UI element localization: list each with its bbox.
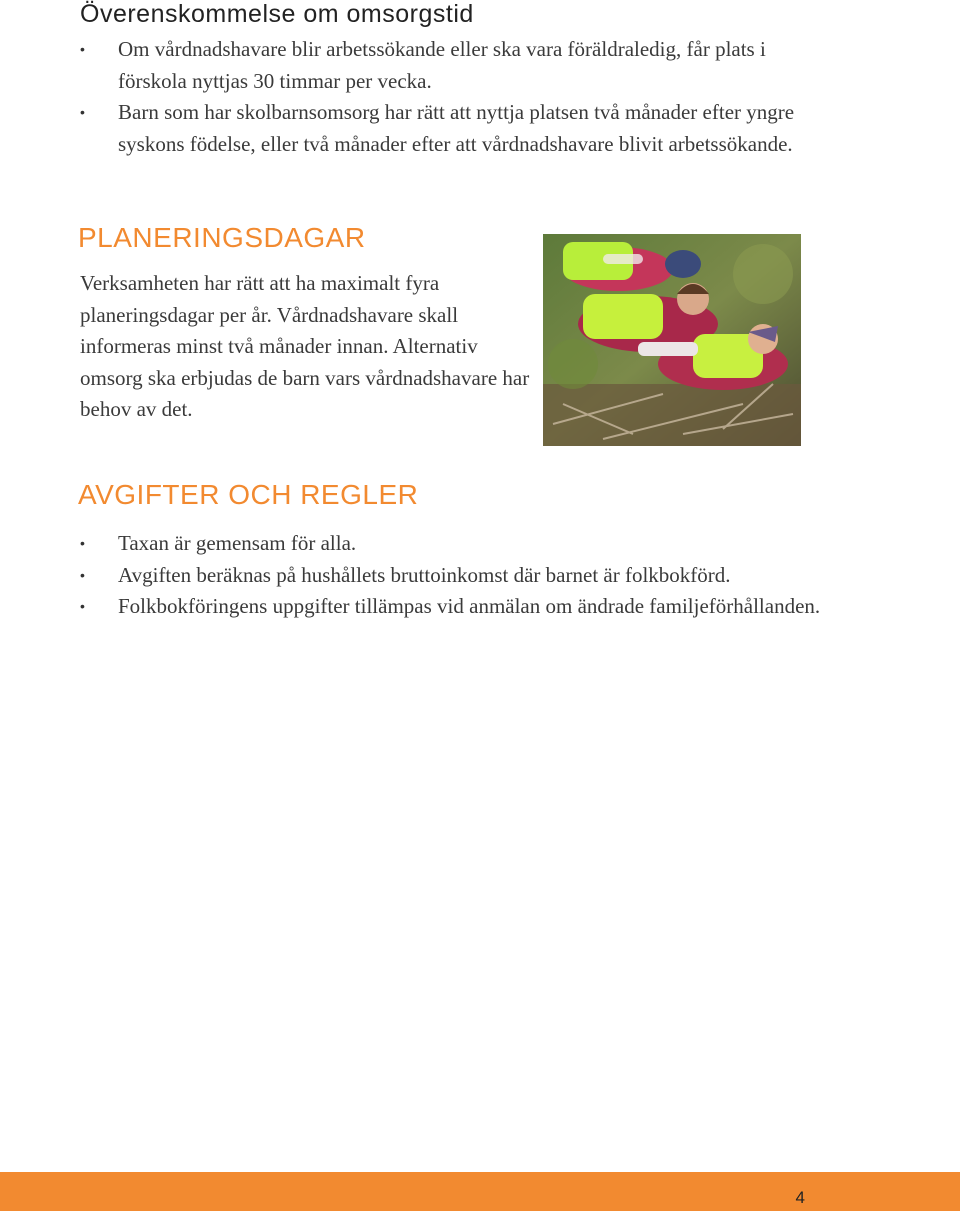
- fees-heading: AVGIFTER OCH REGLER: [78, 479, 419, 510]
- list-item: • Om vårdnadshavare blir arbetssökande eller ska vara föräldraledig, får plats i förskola nyttjas 30 timmar per vecka.: [80, 34, 820, 97]
- planning-paragraph: Verksamheten har rätt att ha maximalt fyra planeringsdagar per år. Vårdnadshavare skall informeras minst två månader innan. Alternativ omsorg ska erbjudas de barn vars vårdnadshavare har behov av det.: [80, 271, 530, 421]
- list-item: • Taxan är gemensam för alla.: [80, 528, 900, 560]
- footer-bar: [0, 1172, 960, 1211]
- children-resting-photo: [543, 234, 801, 446]
- fees-list: [80, 528, 900, 623]
- agreement-list: [80, 34, 820, 160]
- list-item: • Folkbokföringens uppgifter tillämpas vid anmälan om ändrade familjeförhållanden.: [80, 591, 900, 623]
- planning-heading: PLANERINGSDAGAR: [78, 222, 366, 253]
- list-item: • Avgiften beräknas på hushållets bruttoinkomst där barnet är folkbokförd.: [80, 560, 900, 592]
- agreement-heading: Överenskommelse om omsorgstid: [80, 0, 474, 28]
- list-item: • Barn som har skolbarnsomsorg har rätt att nyttja platsen två månader efter yngre syskons födelse, eller två månader efter att vårdnadshavare blivit arbetssökande.: [80, 97, 820, 160]
- page-number: 4: [795, 1188, 805, 1207]
